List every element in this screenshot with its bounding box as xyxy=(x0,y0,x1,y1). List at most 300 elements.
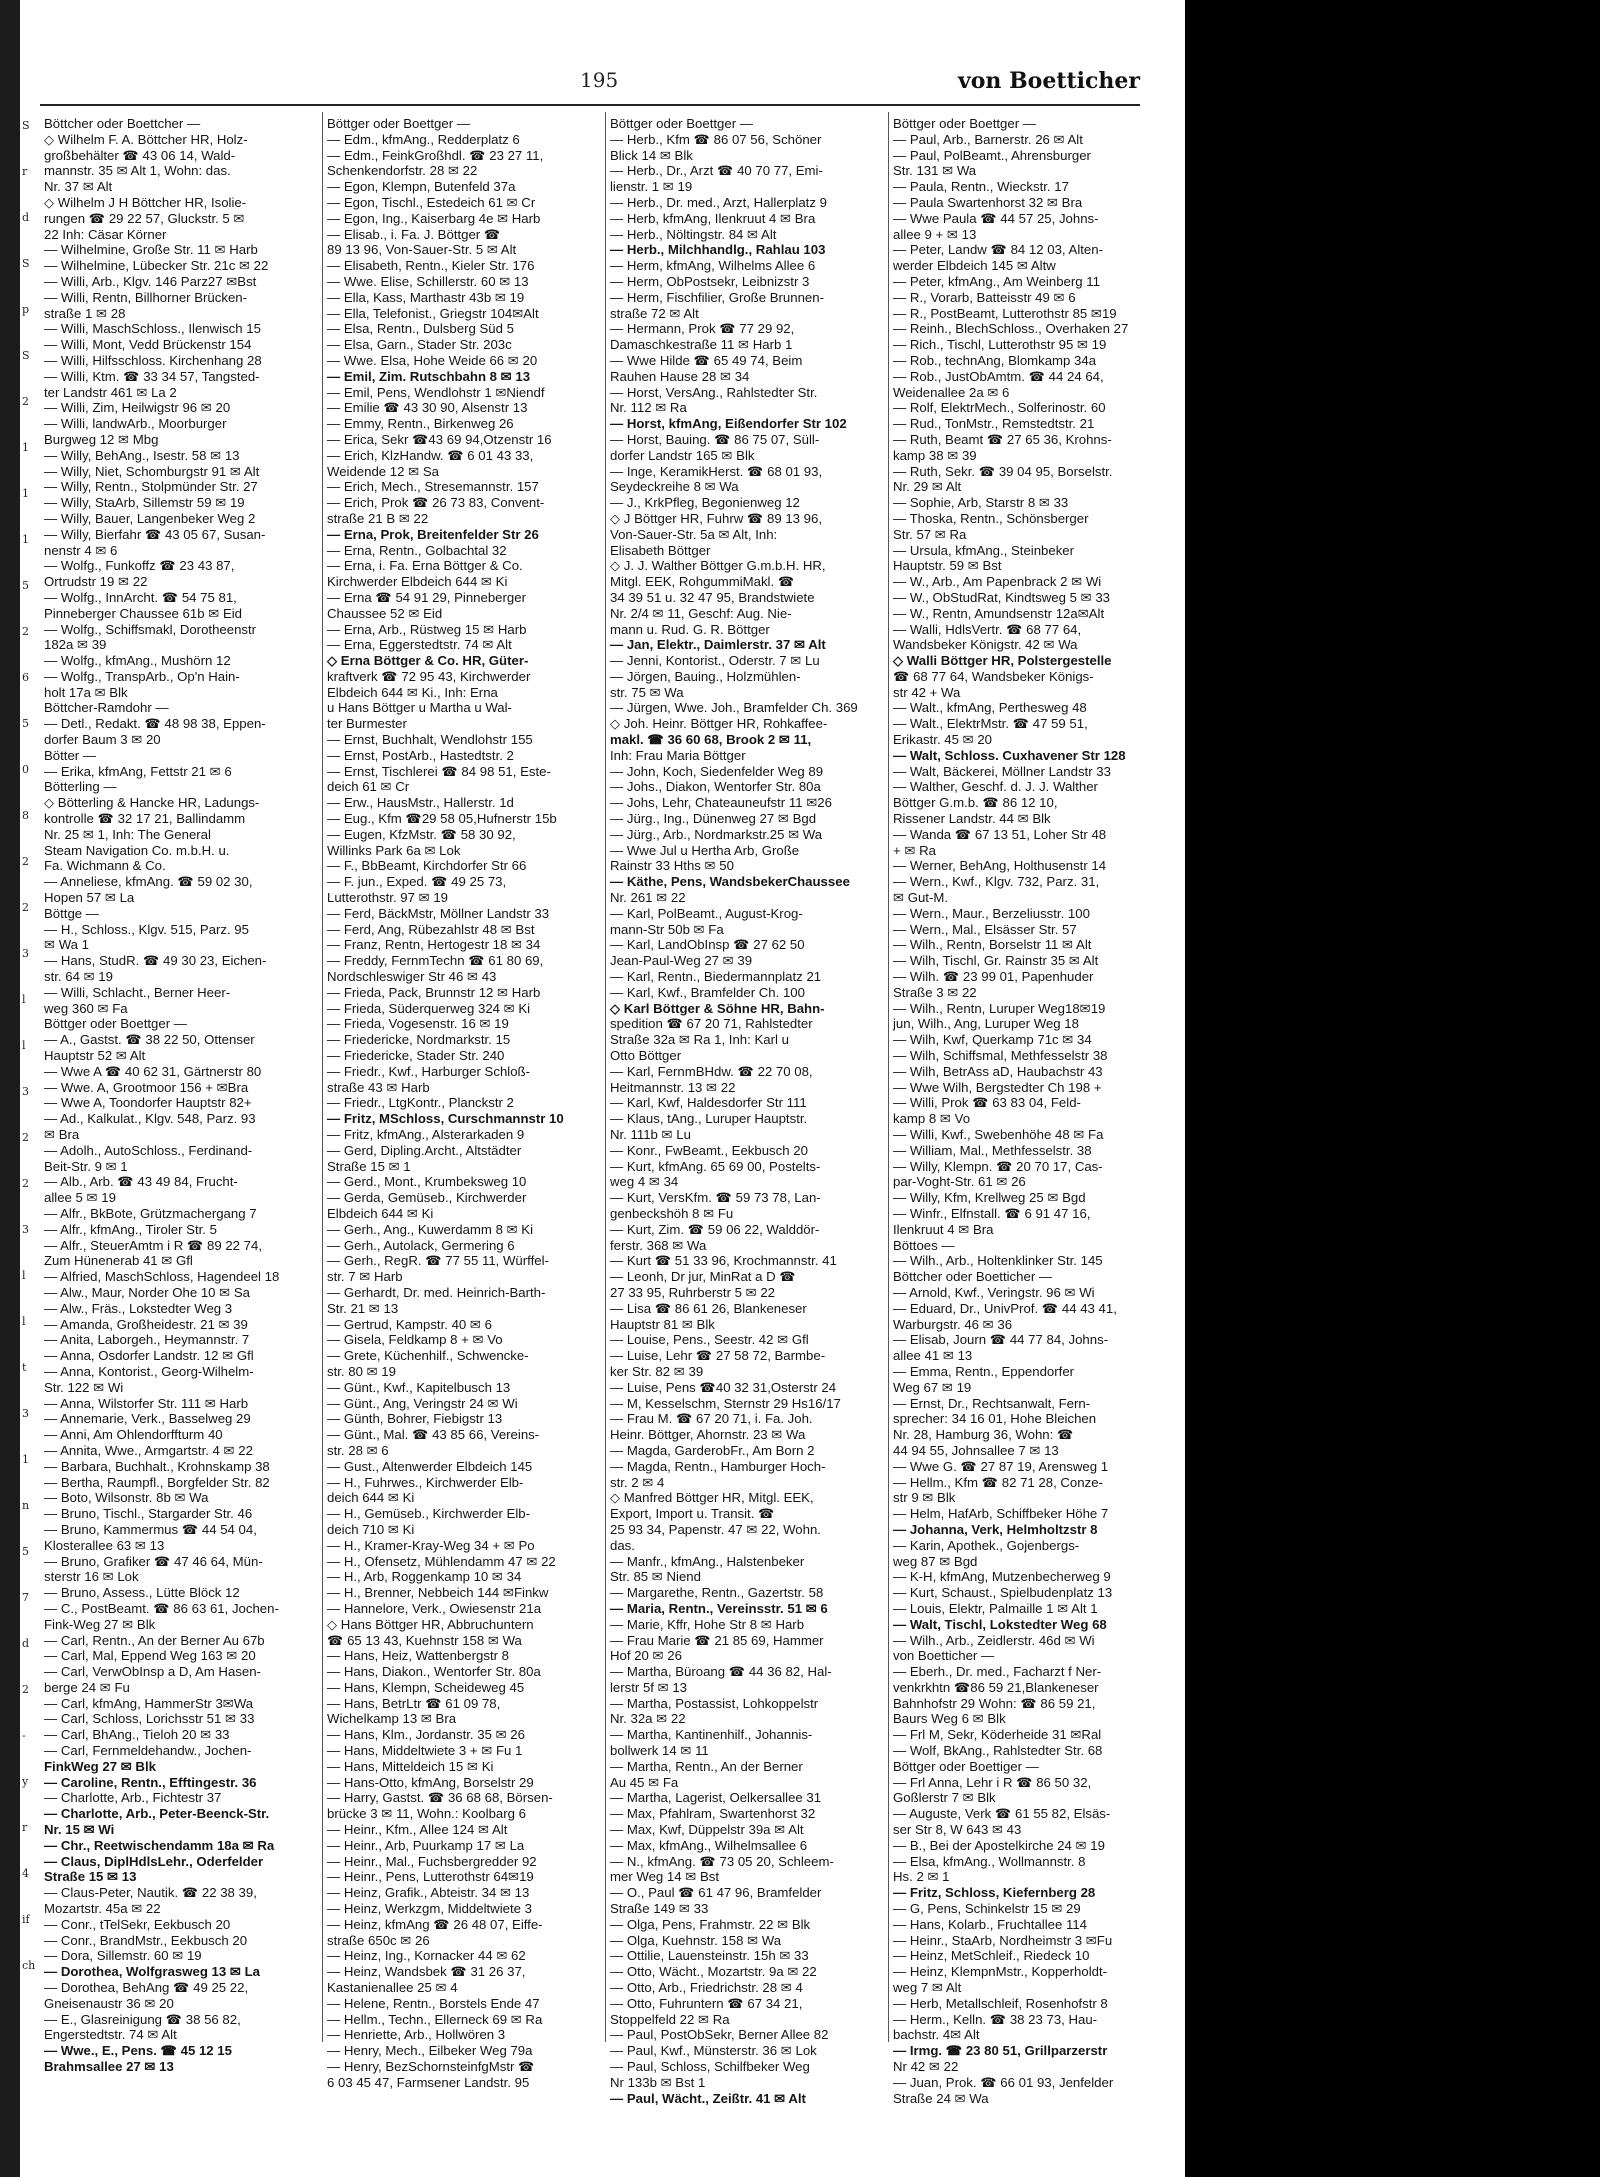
directory-entry: ✉ Bra xyxy=(44,1127,80,1142)
directory-entry: Str. 122 ✉ Wi xyxy=(44,1379,124,1395)
margin-fragment: 2 xyxy=(22,1131,29,1144)
directory-entry: Straße 15 ✉ 1 xyxy=(327,1158,411,1174)
directory-entry: — Wilh, Schiffsmal, Methfesselstr 38 xyxy=(893,1048,1108,1064)
column-3 xyxy=(610,116,878,2106)
directory-entry: — Ella, Telefonist., Griegstr 104✉Alt xyxy=(327,305,539,321)
directory-entry: — Alw., Fräs., Lokstedter Weg 3 xyxy=(44,1300,233,1316)
directory-entry: — Wilh., Rentn, Borselstr 11 ✉ Alt xyxy=(893,937,1092,953)
directory-entry: — H., Schloss., Klgv. 515, Parz. 95 xyxy=(44,921,249,937)
directory-entry: ter Landstr 461 ✉ La 2 xyxy=(44,384,177,400)
directory-entry: — Wwe G. ☎ 27 87 19, Arensweg 1 xyxy=(893,1458,1109,1474)
directory-entry: str. 80 ✉ 19 xyxy=(327,1363,396,1379)
directory-entry: par-Voght-Str. 61 ✉ 26 xyxy=(893,1174,1026,1190)
directory-entry: — Adolh., AutoSchloss., Ferdinand- xyxy=(44,1142,253,1158)
directory-entry: — Elsa, Rentn., Dulsberg Süd 5 xyxy=(327,321,514,337)
column-4 xyxy=(893,116,1161,2106)
directory-entry: Rissener Landstr. 44 ✉ Blk xyxy=(893,811,1051,827)
directory-entry: — Otto, Arb., Friedrichstr. 28 ✉ 4 xyxy=(610,1980,803,1996)
directory-entry: — K-H, kfmAng, Mutzenbecherweg 9 xyxy=(893,1569,1111,1585)
directory-entry: — Amanda, Großheidestr. 21 ✉ 39 xyxy=(44,1316,248,1332)
directory-entry: — Günt., Ang, Veringstr 24 ✉ Wi xyxy=(327,1395,518,1411)
directory-entry: — Elisabeth, Rentn., Kieler Str. 176 xyxy=(327,258,535,274)
directory-entry: allee 9 + ✉ 13 xyxy=(893,226,977,242)
directory-entry: — Erna, Prok, Breitenfelder Str 26 xyxy=(327,526,539,542)
directory-entry: — Freddy, FernmTechn ☎ 61 80 69, xyxy=(327,953,544,969)
directory-entry: — Hermann, Prok ☎ 77 29 92, xyxy=(610,321,795,337)
directory-entry: Au 45 ✉ Fa xyxy=(610,1774,679,1790)
directory-entry: Elbdeich 644 ✉ Ki., Inh: Erna xyxy=(327,684,498,700)
directory-entry: — Frl M, Sekr, Köderheide 31 ✉Ral xyxy=(893,1727,1102,1743)
directory-entry: — Heinz, MetSchleif., Riedeck 10 xyxy=(893,1948,1090,1964)
directory-entry: — Magda, GarderobFr., Am Born 2 xyxy=(610,1442,815,1458)
directory-entry: — Hans, Klm., Jordanstr. 35 ✉ 26 xyxy=(327,1727,525,1743)
directory-entry: — Heinr., Arb, Puurkamp 17 ✉ La xyxy=(327,1837,525,1853)
directory-entry: — Carl, Rentn., An der Berner Au 67b xyxy=(44,1632,265,1648)
directory-entry: weg 360 ✉ Fa xyxy=(44,1000,128,1016)
directory-entry: Nordschleswiger Str 46 ✉ 43 xyxy=(327,969,497,985)
directory-entry: kamp 38 ✉ 39 xyxy=(893,447,977,463)
directory-entry: — Conr., tTelSekr, Eekbusch 20 xyxy=(44,1916,231,1932)
directory-entry: — Rolf, ElektrMech., Solferinostr. 60 xyxy=(893,400,1106,416)
directory-entry: Elisabeth Böttger xyxy=(610,542,711,558)
directory-entry: mannstr. 35 ✉ Alt 1, Wohn: das. xyxy=(44,163,231,179)
directory-entry: — Walther, Geschf. d. J. J. Walther xyxy=(893,779,1098,795)
directory-entry: — Karin, Apothek., Gojenbergs- xyxy=(893,1537,1080,1553)
directory-entry: — Wilh, Tischl, Gr. Rainstr 35 ✉ Alt xyxy=(893,953,1099,969)
directory-entry: — Ad., Kalkulat., Klgv. 548, Parz. 93 xyxy=(44,1111,256,1127)
directory-entry: Kastanienallee 25 ✉ 4 xyxy=(327,1980,458,1996)
directory-entry: — Walt, Bäckerei, Möllner Landstr 33 xyxy=(893,763,1111,779)
directory-entry: — Anni, Am Ohlendorffturm 40 xyxy=(44,1427,223,1443)
directory-entry: — Henry, Mech., Eilbeker Weg 79a xyxy=(327,2043,533,2059)
directory-entry: FinkWeg 27 ✉ Blk xyxy=(44,1758,156,1774)
directory-entry: — Hans-Otto, kfmAng, Borselstr 29 xyxy=(327,1774,534,1790)
directory-entry: — Herb., Milchhandlg., Rahlau 103 xyxy=(610,242,826,258)
directory-entry: — Johanna, Verk, Helmholtzstr 8 xyxy=(893,1521,1098,1537)
directory-entry: — Johs, Lehr, Chateauneufstr 11 ✉26 xyxy=(610,795,832,811)
directory-entry: — H., Fuhrwes., Kirchwerder Elb- xyxy=(327,1474,524,1490)
margin-fragment: n xyxy=(22,1499,30,1512)
directory-entry: — Walt, Tischl, Lokstedter Weg 68 xyxy=(893,1616,1107,1632)
directory-entry: — Winfr., Elfnstall. ☎ 6 91 47 16, xyxy=(893,1205,1091,1221)
directory-entry: — Käthe, Pens, WandsbekerChaussee xyxy=(610,874,850,890)
directory-entry: — Heinz, kfmAng ☎ 26 48 07, Eiffe- xyxy=(327,1916,543,1932)
directory-entry: — Charlotte, Arb., Fichtestr 37 xyxy=(44,1790,222,1806)
directory-entry: — William, Mal., Methfesselstr. 38 xyxy=(893,1142,1092,1158)
directory-entry: — Hans, BetrLtr ☎ 61 09 78, xyxy=(327,1695,501,1711)
directory-entry: Weidende 12 ✉ Sa xyxy=(327,463,439,479)
directory-entry: — Frieda, Vogesenstr. 16 ✉ 19 xyxy=(327,1016,509,1032)
directory-entry: — Wilhelmine, Lübecker Str. 21c ✉ 22 xyxy=(44,258,269,274)
directory-entry: — Fritz, kfmAng., Alsterarkaden 9 xyxy=(327,1127,525,1142)
directory-entry: 25 93 34, Papenstr. 47 ✉ 22, Wohn. xyxy=(610,1521,821,1537)
directory-entry: — Paul, PostObSekr, Berner Allee 82 xyxy=(610,2027,829,2043)
directory-entry: — Otto, Wächt., Mozartstr. 9a ✉ 22 xyxy=(610,1964,817,1980)
directory-entry: — H., Brenner, Nebbeich 144 ✉Finkw xyxy=(327,1585,549,1601)
directory-entry: — Wilhelmine, Große Str. 11 ✉ Harb xyxy=(44,242,258,258)
directory-entry: — Hans, Diakon., Wentorfer Str. 80a xyxy=(327,1664,541,1680)
directory-entry: Böttger oder Boettger — xyxy=(44,1016,187,1032)
directory-entry: — Wilh, BetrAss aD, Haubachstr 43 xyxy=(893,1063,1103,1079)
directory-entry: Bötter — xyxy=(44,747,97,763)
directory-entry: — Jürgen, Wwe. Joh., Bramfelder Ch. 369 xyxy=(610,700,858,716)
running-head: von Boetticher xyxy=(957,68,1140,94)
directory-entry: ferstr. 368 ✉ Wa xyxy=(610,1237,707,1253)
directory-entry: — Carl, VerwObInsp a D, Am Hasen- xyxy=(44,1664,261,1680)
directory-entry: — Dorothea, Wolfgrasweg 13 ✉ La xyxy=(44,1964,260,1980)
directory-entry: — Friedericke, Nordmarkstr. 15 xyxy=(327,1032,511,1048)
directory-entry: — Peter, Landw ☎ 84 12 03, Alten- xyxy=(893,242,1103,258)
directory-entry: Baurs Weg 6 ✉ Blk xyxy=(893,1711,1006,1727)
directory-entry: Mitgl. EEK, RohgummiMakl. ☎ xyxy=(610,574,795,590)
directory-entry: ☎ 65 13 43, Kuehnstr 158 ✉ Wa xyxy=(327,1632,522,1648)
directory-entry: Nr. 2/4 ✉ 11, Geschf: Aug. Nie- xyxy=(610,605,792,621)
directory-entry: ◇ J Böttger HR, Fuhrw ☎ 89 13 96, xyxy=(610,510,823,526)
directory-entry: Beit-Str. 9 ✉ 1 xyxy=(44,1158,128,1174)
directory-entry: — Erna, Eggerstedtstr. 74 ✉ Alt xyxy=(327,637,512,653)
directory-entry: — Willy, Rentn., Stolpmünder Str. 27 xyxy=(44,479,258,495)
directory-entry: — Olga, Pens, Frahmstr. 22 ✉ Blk xyxy=(610,1916,811,1932)
directory-entry: — Eug., Kfm ☎29 58 05,Hufnerstr 15b xyxy=(327,811,557,827)
directory-entry: Nr. 28, Hamburg 36, Wohn: ☎ xyxy=(893,1427,1074,1443)
directory-entry: Weidenallee 2a ✉ 6 xyxy=(893,384,1010,400)
directory-entry: Export, Import u. Transit. ☎ xyxy=(610,1506,775,1522)
directory-entry: — Martha, Postassist, Lohkoppelstr xyxy=(610,1695,819,1711)
directory-entry: — Wwe Paula ☎ 44 57 25, Johns- xyxy=(893,210,1099,226)
directory-entry: — Erna, i. Fa. Erna Böttger & Co. xyxy=(327,558,523,574)
margin-fragment: r xyxy=(22,165,28,178)
directory-entry: — C., PostBeamt. ☎ 86 63 61, Jochen- xyxy=(44,1600,279,1616)
column-1 xyxy=(44,116,312,2075)
directory-entry: — Alfr., BkBote, Grützmachergang 7 xyxy=(44,1205,257,1221)
directory-entry: — Konr., FwBeamt., Eekbusch 20 xyxy=(610,1142,808,1158)
directory-entry: ☎ 68 77 64, Wandsbeker Königs- xyxy=(893,668,1094,684)
directory-entry: — Gerh., RegR. ☎ 77 55 11, Würffel- xyxy=(327,1253,549,1269)
directory-entry: Böttge — xyxy=(44,905,99,921)
margin-fragment: p xyxy=(22,303,30,316)
directory-entry: str 9 ✉ Blk xyxy=(893,1490,956,1506)
directory-entry: deich 61 ✉ Cr xyxy=(327,779,410,795)
column-divider xyxy=(322,112,323,2042)
directory-entry: — Otto, Fuhruntern ☎ 67 34 21, xyxy=(610,1995,803,2011)
margin-fragment: 2 xyxy=(22,1683,29,1696)
directory-entry: Wichelkamp 13 ✉ Bra xyxy=(327,1711,457,1727)
directory-entry: straße 21 B ✉ 22 xyxy=(327,510,429,526)
directory-entry: str. 28 ✉ 6 xyxy=(327,1442,389,1458)
directory-entry: — Henry, BezSchornsteinfgMstr ☎ xyxy=(327,2059,535,2075)
directory-entry: Straße 3 ✉ 22 xyxy=(893,984,977,1000)
directory-entry: — Emil, Pens, Wendlohstr 1 ✉Niendf xyxy=(327,384,545,400)
directory-entry: — Heinr., Kfm., Allee 124 ✉ Alt xyxy=(327,1822,508,1838)
directory-entry: sterstr 16 ✉ Lok xyxy=(44,1569,139,1585)
directory-entry: Böttger oder Boettiger — xyxy=(893,1758,1039,1774)
directory-entry: Elbdeich 644 ✉ Ki xyxy=(327,1205,434,1221)
directory-entry: — Karl, Kwf, Haldesdorfer Str 111 xyxy=(610,1095,807,1111)
directory-entry: rungen ☎ 29 22 57, Gluckstr. 5 ✉ xyxy=(44,210,245,226)
directory-entry: — Klaus, tAng., Luruper Hauptstr. xyxy=(610,1111,808,1127)
directory-entry: — Egon, Tischl., Estedeich 61 ✉ Cr xyxy=(327,194,536,210)
directory-entry: — Anita, Laborgeh., Heymannstr. 7 xyxy=(44,1332,250,1348)
directory-entry: — Eugen, KfzMstr. ☎ 58 30 92, xyxy=(327,826,516,842)
directory-entry: — Frieda, Süderquerweg 324 ✉ Ki xyxy=(327,1000,531,1016)
directory-entry: — Willy, Niet, Schomburgstr 91 ✉ Alt xyxy=(44,463,260,479)
directory-entry: — Emilie ☎ 43 30 90, Alsenstr 13 xyxy=(327,400,528,416)
scan-background xyxy=(1185,0,1600,2177)
directory-entry: Böttcher-Ramdohr — xyxy=(44,700,169,716)
directory-entry: kraftverk ☎ 72 95 43, Kirchwerder xyxy=(327,668,531,684)
column-2 xyxy=(327,116,595,2090)
directory-entry: + ✉ Ra xyxy=(893,842,936,858)
directory-entry: — Wwe. A, Grootmoor 156 + ✉Bra xyxy=(44,1079,249,1095)
directory-entry: — Walt, Schloss. Cuxhavener Str 128 xyxy=(893,747,1126,763)
directory-entry: — Friedr., Kwf., Harburger Schloß- xyxy=(327,1063,530,1079)
directory-entry: Blick 14 ✉ Blk xyxy=(610,147,693,163)
directory-entry: lerstr 5f ✉ 13 xyxy=(610,1679,688,1695)
directory-entry: — Willi, Ktm. ☎ 33 34 57, Tangsted- xyxy=(44,368,260,384)
directory-entry: — Willi, Prok ☎ 63 83 04, Feld- xyxy=(893,1095,1081,1111)
directory-entry: — Karl, Kwf., Bramfelder Ch. 100 xyxy=(610,984,805,1000)
directory-entry: — Wern., Maur., Berzeliusstr. 100 xyxy=(893,905,1090,921)
directory-entry: Ilenkruut 4 ✉ Bra xyxy=(893,1221,994,1237)
directory-entry: — Hellm., Kfm ☎ 82 71 28, Conze- xyxy=(893,1474,1103,1490)
directory-entry: — Paul, Wächt., Zeißtr. 41 ✉ Alt xyxy=(610,2090,806,2106)
directory-entry: Stoppelfeld 22 ✉ Ra xyxy=(610,2011,730,2027)
directory-entry: — Wolfg., InnArcht. ☎ 54 75 81, xyxy=(44,589,237,605)
directory-entry: — Wwe. Elise, Schillerstr. 60 ✉ 13 xyxy=(327,273,529,289)
directory-entry: — Gust., Altenwerder Elbdeich 145 xyxy=(327,1458,533,1474)
directory-entry: Warburgstr. 46 ✉ 36 xyxy=(893,1316,1013,1332)
directory-entry: — Wilh., Rentn, Luruper Weg18✉19 xyxy=(893,1000,1106,1016)
directory-entry: — Annita, Wwe., Armgartstr. 4 ✉ 22 xyxy=(44,1442,253,1458)
directory-entry: — Ernst, PostArb., Hastedtstr. 2 xyxy=(327,747,514,763)
directory-entry: — Willy, StaArb, Sillemstr 59 ✉ 19 xyxy=(44,495,245,511)
directory-entry: — Walt., kfmAng, Perthesweg 48 xyxy=(893,700,1087,716)
directory-entry: Bötterling — xyxy=(44,779,117,795)
directory-entry: — H., Arb, Roggenkamp 10 ✉ 34 xyxy=(327,1569,522,1585)
directory-entry: — Carl, Mal, Eppend Weg 163 ✉ 20 xyxy=(44,1648,256,1664)
directory-entry: — John, Koch, Siedenfelder Weg 89 xyxy=(610,763,824,779)
directory-entry: Str. 21 ✉ 13 xyxy=(327,1300,399,1316)
directory-entry: — Bruno, Assess., Lütte Blöck 12 xyxy=(44,1585,240,1601)
directory-entry: Straße 149 ✉ 33 xyxy=(610,1901,709,1917)
directory-entry: — Carl, kfmAng, HammerStr 3✉Wa xyxy=(44,1695,254,1711)
directory-entry: — Jan, Elektr., Daimlerstr. 37 ✉ Alt xyxy=(610,637,826,653)
directory-entry: — Martha, Lagerist, Oelkersallee 31 xyxy=(610,1790,822,1806)
directory-entry: — Willi, Zim, Heilwigstr 96 ✉ 20 xyxy=(44,400,231,416)
directory-entry: ✉ Wa 1 xyxy=(44,937,90,953)
directory-entry: — Ella, Kass, Marthastr 43b ✉ 19 xyxy=(327,289,525,305)
directory-entry: — Jenni, Kontorist., Oderstr. 7 ✉ Lu xyxy=(610,653,820,669)
directory-entry: — Jürg., Arb., Nordmarkstr.25 ✉ Wa xyxy=(610,826,823,842)
directory-entry: — Hans, Middeltwiete 3 + ✉ Fu 1 xyxy=(327,1743,523,1759)
directory-entry: — Erna, Rentn., Golbachtal 32 xyxy=(327,542,507,558)
directory-entry: — Henriette, Arb., Hollwören 3 xyxy=(327,2027,506,2043)
margin-fragment: - xyxy=(22,1729,26,1742)
directory-entry: Inh: Frau Maria Böttger xyxy=(610,747,746,763)
directory-entry: Nr. 37 ✉ Alt xyxy=(44,179,113,195)
directory-entry: Pinneberger Chaussee 61b ✉ Eid xyxy=(44,605,242,621)
directory-entry: str. 64 ✉ 19 xyxy=(44,969,113,985)
directory-entry: — Olga, Kuehnstr. 158 ✉ Wa xyxy=(610,1932,782,1948)
directory-entry: Burgweg 12 ✉ Mbg xyxy=(44,431,159,447)
directory-entry: Nr 42 ✉ 22 xyxy=(893,2059,959,2075)
directory-entry: Bahnhofstr 29 Wohn: ☎ 86 59 21, xyxy=(893,1695,1096,1711)
directory-entry: — Emma, Rentn., Eppendorfer xyxy=(893,1363,1075,1379)
directory-entry: — Wwe. Elsa, Hohe Weide 66 ✉ 20 xyxy=(327,352,538,368)
directory-entry: — Wilh. ☎ 23 99 01, Papenhuder xyxy=(893,969,1094,985)
directory-entry: — Willy, Bierfahr ☎ 43 05 67, Susan- xyxy=(44,526,266,542)
directory-entry: Str. 131 ✉ Wa xyxy=(893,163,977,179)
directory-entry: Gneisenaustr 36 ✉ 20 xyxy=(44,1995,174,2011)
directory-entry: — Reinh., BlechSchloss., Overhaken 27 xyxy=(893,321,1129,337)
margin-fragment: 3 xyxy=(22,1223,29,1236)
directory-entry: ◇ Wilhelm J H Böttcher HR, Isolie- xyxy=(44,194,247,210)
margin-fragment: 2 xyxy=(22,395,29,408)
directory-entry: Erikastr. 45 ✉ 20 xyxy=(893,732,993,748)
directory-entry: Str. 57 ✉ Ra xyxy=(893,526,967,542)
directory-entry: — Wilh., Arb., Holtenklinker Str. 145 xyxy=(893,1253,1103,1269)
directory-entry: — W., ObStudRat, Kindtsweg 5 ✉ 33 xyxy=(893,589,1111,605)
directory-entry: — Willi, MaschSchloss., Ilenwisch 15 xyxy=(44,321,261,337)
directory-entry: Klosterallee 63 ✉ 13 xyxy=(44,1537,165,1553)
directory-entry: Heitmannstr. 13 ✉ 22 xyxy=(610,1079,736,1095)
directory-entry: — Herb, kfmAng, Ilenkruut 4 ✉ Bra xyxy=(610,210,816,226)
directory-entry: — Paula, Rentn., Wieckstr. 17 xyxy=(893,179,1069,195)
directory-entry: Seydeckreihe 8 ✉ Wa xyxy=(610,479,739,495)
directory-entry: — Egon, Klempn, Butenfeld 37a xyxy=(327,179,516,195)
directory-entry: ker Str. 82 ✉ 39 xyxy=(610,1363,704,1379)
directory-entry: Nr. 15 ✉ Wi xyxy=(44,1822,115,1838)
directory-entry: — G, Pens, Schinkelstr 15 ✉ 29 xyxy=(893,1901,1081,1917)
directory-entry: — Rud., TonMstr., Remstedtstr. 21 xyxy=(893,416,1095,432)
directory-entry: — Günth, Bohrer, Fiebigstr 13 xyxy=(327,1411,503,1427)
directory-entry: — Willi, Kwf., Swebenhöhe 48 ✉ Fa xyxy=(893,1127,1104,1142)
directory-entry: Mozartstr. 45a ✉ 22 xyxy=(44,1901,161,1917)
directory-entry: — Hans, Heiz, Wattenbergstr 8 xyxy=(327,1648,510,1664)
directory-entry: großbehälter ☎ 43 06 14, Wald- xyxy=(44,147,236,163)
margin-fragment: l xyxy=(22,993,26,1006)
directory-entry: — Ernst, Tischlerei ☎ 84 98 51, Este- xyxy=(327,763,551,779)
directory-entry: — Martha, Rentn., An der Berner xyxy=(610,1758,803,1774)
directory-entry: deich 644 ✉ Ki xyxy=(327,1490,415,1506)
directory-entry: — Hans, Klempn, Scheideweg 45 xyxy=(327,1679,525,1695)
directory-entry: Nr. 25 ✉ 1, Inh: The General xyxy=(44,826,211,842)
directory-entry: Nr 133b ✉ Bst 1 xyxy=(610,2074,706,2090)
directory-entry: — Herm, ObPostsekr, Leibnizstr 3 xyxy=(610,273,810,289)
directory-entry: — F., BbBeamt, Kirchdorfer Str 66 xyxy=(327,858,527,874)
directory-entry: ser Str 8, W 643 ✉ 43 xyxy=(893,1822,1022,1838)
directory-entry: — Frau Marie ☎ 21 85 69, Hammer xyxy=(610,1632,824,1648)
directory-entry: — Gerda, Gemüseb., Kirchwerder xyxy=(327,1190,527,1206)
directory-entry: str 42 + Wa xyxy=(893,684,961,700)
directory-entry: — Wolfg., TranspArb., Op'n Hain- xyxy=(44,668,240,684)
directory-entry: — Karl, LandObInsp ☎ 27 62 50 xyxy=(610,937,805,953)
margin-fragment: ch xyxy=(22,1959,36,1972)
directory-entry: — B., Bei der Apostelkirche 24 ✉ 19 xyxy=(893,1837,1105,1853)
directory-entry: — Ernst, Dr., Rechtsanwalt, Fern- xyxy=(893,1395,1091,1411)
directory-entry: — Kurt ☎ 51 33 96, Krochmannstr. 41 xyxy=(610,1253,837,1269)
directory-entry: — Heinr., Mal., Fuchsbergredder 92 xyxy=(327,1853,537,1869)
directory-entry: — Wwe., E., Pens. ☎ 45 12 15 xyxy=(44,2043,232,2059)
directory-entry: — Horst, Bauing. ☎ 86 75 07, Süll- xyxy=(610,431,820,447)
directory-entry: — Helene, Rentn., Borstels Ende 47 xyxy=(327,1995,540,2011)
directory-entry: — Wwe A, Toondorfer Hauptstr 82+ xyxy=(44,1095,252,1111)
directory-entry: Lutterothstr. 97 ✉ 19 xyxy=(327,890,449,906)
margin-fragment: l xyxy=(22,1315,26,1328)
directory-entry: ✉ Gut-M. xyxy=(893,890,949,906)
margin-fragment: 1 xyxy=(22,441,29,454)
directory-entry: Nr. 111b ✉ Lu xyxy=(610,1127,691,1142)
directory-entry: kamp 8 ✉ Vo xyxy=(893,1111,971,1127)
directory-entry: — Claus-Peter, Nautik. ☎ 22 38 39, xyxy=(44,1885,257,1901)
directory-entry: — Herm, kfmAng, Wilhelms Allee 6 xyxy=(610,258,816,274)
directory-entry: — R., Vorarb, Batteisstr 49 ✉ 6 xyxy=(893,289,1076,305)
directory-entry: — Willi, Arb., Klgv. 146 Parz27 ✉Bst xyxy=(44,273,257,289)
directory-entry: 34 39 51 u. 32 47 95, Brandstwiete xyxy=(610,589,815,605)
directory-entry: — Frl Anna, Lehr i R ☎ 86 50 32, xyxy=(893,1774,1092,1790)
directory-entry: str. 2 ✉ 4 xyxy=(610,1474,665,1490)
directory-entry: ◇ Walli Böttger HR, Polstergestelle xyxy=(893,653,1112,669)
column-divider xyxy=(888,112,889,2042)
page-number: 195 xyxy=(580,68,619,92)
directory-entry: brücke 3 ✉ 11, Wohn.: Koolbarg 6 xyxy=(327,1806,526,1822)
directory-entry: straße 1 ✉ 28 xyxy=(44,305,126,321)
directory-entry: jun, Wilh., Ang, Luruper Weg 18 xyxy=(893,1016,1079,1032)
directory-entry: mer Weg 14 ✉ Bst xyxy=(610,1869,720,1885)
directory-entry: — Gertrud, Kampstr. 40 ✉ 6 xyxy=(327,1316,492,1332)
directory-entry: Fa. Wichmann & Co. xyxy=(44,858,166,874)
directory-entry: — Max, Kwf, Düppelstr 39a ✉ Alt xyxy=(610,1822,804,1838)
directory-entry: — Detl., Redakt. ☎ 48 98 38, Eppen- xyxy=(44,716,266,732)
directory-entry: — Wolf, BkAng., Rahlstedter Str. 68 xyxy=(893,1743,1103,1759)
directory-entry: 22 Inh: Cäsar Körner xyxy=(44,226,167,242)
margin-fragment: 8 xyxy=(22,809,29,822)
directory-entry: — Alfried, MaschSchloss, Hagendeel 18 xyxy=(44,1269,280,1285)
directory-entry: — Max, Pfahlram, Swartenhorst 32 xyxy=(610,1806,816,1822)
directory-entry: ◇ Karl Böttger & Söhne HR, Bahn- xyxy=(610,1000,825,1016)
margin-fragment: 2 xyxy=(22,1177,29,1190)
directory-entry: — Willi, landwArb., Moorburger xyxy=(44,416,227,432)
page-header xyxy=(40,68,1140,102)
directory-entry: spedition ☎ 67 20 71, Rahlstedter xyxy=(610,1016,813,1032)
directory-entry: — Günt., Kwf., Kapitelbusch 13 xyxy=(327,1379,511,1395)
directory-entry: — Friedr., LtgKontr., Planckstr 2 xyxy=(327,1095,514,1111)
directory-entry: ◇ Joh. Heinr. Böttger HR, Rohkaffee- xyxy=(610,716,828,732)
directory-entry: 89 13 96, Von-Sauer-Str. 5 ✉ Alt xyxy=(327,242,517,258)
directory-entry: — Lisa ☎ 86 61 26, Blankeneser xyxy=(610,1300,807,1316)
directory-entry: — Erna, Arb., Rüstweg 15 ✉ Harb xyxy=(327,621,527,637)
directory-entry: — Martha, Büroang ☎ 44 36 82, Hal- xyxy=(610,1664,832,1680)
directory-entry: — Manfr., kfmAng., Halstenbeker xyxy=(610,1553,805,1569)
directory-entry: — Walli, HdlsVertr. ☎ 68 77 64, xyxy=(893,621,1082,637)
directory-entry: — Bertha, Raumpfl., Borgfelder Str. 82 xyxy=(44,1474,270,1490)
directory-entry: holt 17a ✉ Blk xyxy=(44,684,128,700)
directory-entry: — Annemarie, Verk., Basselweg 29 xyxy=(44,1411,251,1427)
directory-entry: — Frieda, Pack, Brunnstr 12 ✉ Harb xyxy=(327,984,541,1000)
directory-entry: makl. ☎ 36 60 68, Brook 2 ✉ 11, xyxy=(610,732,812,748)
margin-fragment: S xyxy=(22,257,30,270)
directory-entry: — Maria, Rentn., Vereinsstr. 51 ✉ 6 xyxy=(610,1600,828,1616)
directory-entry: — Ursula, kfmAng., Steinbeker xyxy=(893,542,1075,558)
margin-fragment: 5 xyxy=(22,1545,29,1558)
directory-entry: — Wwe Wilh, Bergstedter Ch 198 + xyxy=(893,1079,1102,1095)
directory-entry: — Willi, Mont, Vedd Brückenstr 154 xyxy=(44,337,252,353)
directory-entry: nenstr 4 ✉ 6 xyxy=(44,542,118,558)
directory-entry: Wandsbeker Königstr. 42 ✉ Wa xyxy=(893,637,1078,653)
directory-entry: — Martha, Kantinenhilf., Johannis- xyxy=(610,1727,813,1743)
directory-entry: — Kurt, VersKfm. ☎ 59 73 78, Lan- xyxy=(610,1190,821,1206)
directory-entry: — Emil, Zim. Rutschbahn 8 ✉ 13 xyxy=(327,368,531,384)
